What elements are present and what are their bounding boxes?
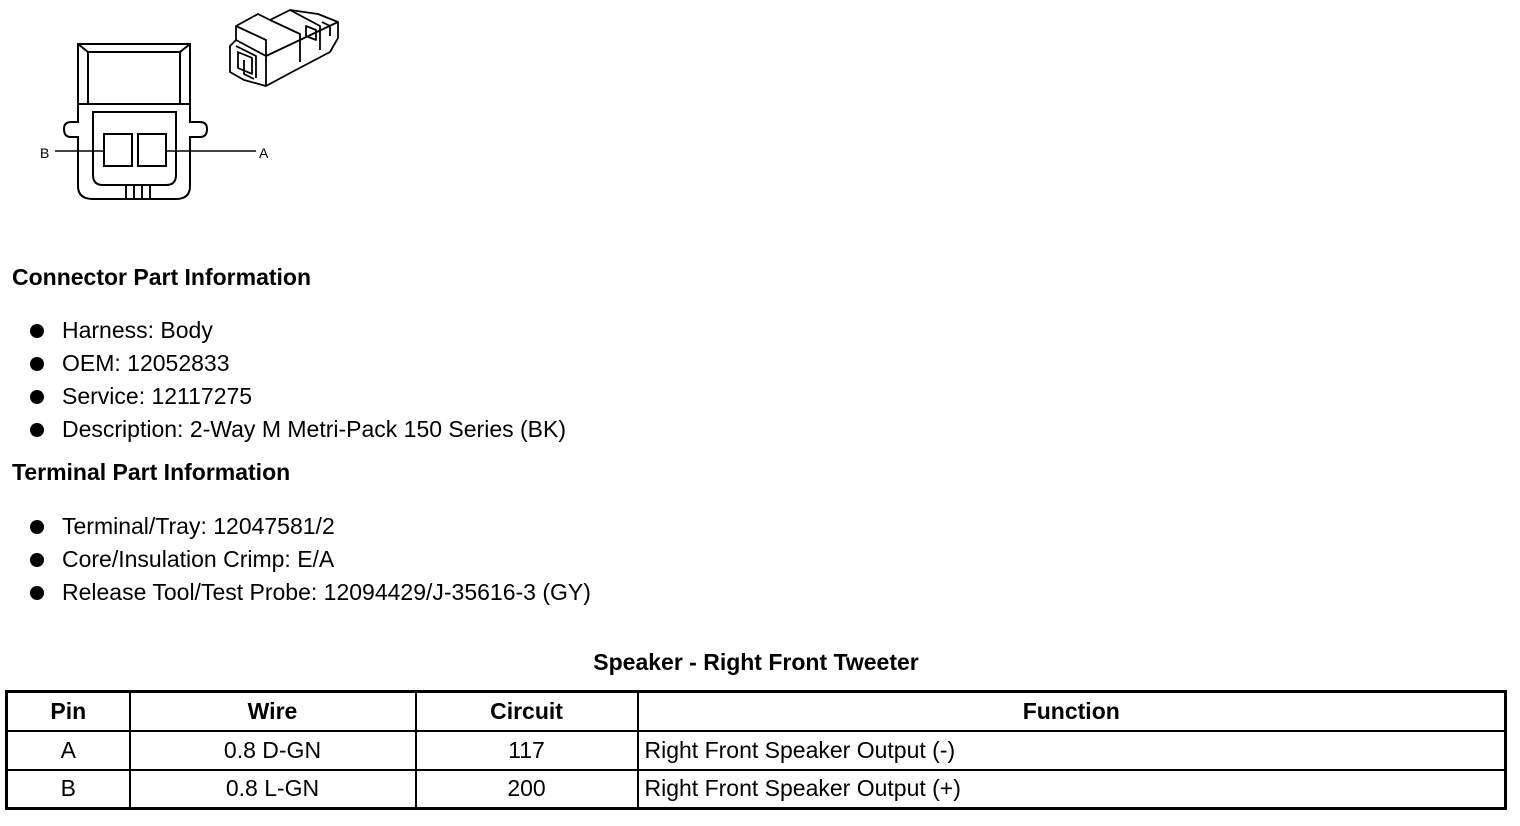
list-item: Core/Insulation Crimp: E/A [28, 543, 591, 576]
table-title: Speaker - Right Front Tweeter [593, 649, 919, 675]
connector-diagram [0, 0, 360, 215]
pin-a-label: A [259, 145, 269, 161]
bullet-icon [30, 324, 44, 338]
cell-circuit: 200 [416, 770, 638, 809]
column-header-wire: Wire [130, 692, 416, 731]
bullet-icon [30, 390, 44, 404]
column-header-function: Function [638, 692, 1506, 731]
cell-function: Right Front Speaker Output (-) [638, 731, 1506, 770]
list-item: Description: 2-Way M Metri-Pack 150 Series (BK) [28, 413, 566, 446]
bullet-icon [30, 553, 44, 567]
terminal-cavity-a [138, 134, 166, 166]
pin-b-label: B [40, 145, 50, 161]
terminal-cavity-b [104, 134, 132, 166]
column-header-circuit: Circuit [416, 692, 638, 731]
terminal-info-heading: Terminal Part Information [12, 459, 291, 485]
bullet-icon [30, 423, 44, 437]
list-item: OEM: 12052833 [28, 347, 566, 380]
cell-pin: A [7, 731, 130, 770]
connector-isometric [230, 10, 338, 86]
connector-latch [88, 52, 180, 104]
list-item: Release Tool/Test Probe: 12094429/J-35616-3 (GY) [28, 576, 591, 609]
cell-wire: 0.8 D-GN [130, 731, 416, 770]
table-row [7, 770, 1506, 809]
column-header-pin: Pin [7, 692, 130, 731]
bullet-icon [30, 357, 44, 371]
cell-pin: B [7, 770, 130, 809]
table-row [7, 731, 1506, 770]
connector-info-list [28, 314, 566, 446]
cell-circuit: 117 [416, 731, 638, 770]
list-item: Terminal/Tray: 12047581/2 [28, 510, 591, 543]
connector-cavity [93, 112, 176, 185]
cell-function: Right Front Speaker Output (+) [638, 770, 1506, 809]
terminal-info-list [28, 510, 591, 609]
list-item: Harness: Body [28, 314, 566, 347]
pin-table [5, 690, 1507, 810]
list-item: Service: 12117275 [28, 380, 566, 413]
connector-face-shell [64, 44, 207, 199]
bullet-icon [30, 586, 44, 600]
table-header-row [7, 692, 1506, 731]
connector-info-heading: Connector Part Information [12, 264, 312, 290]
bullet-icon [30, 520, 44, 534]
cell-wire: 0.8 L-GN [130, 770, 416, 809]
